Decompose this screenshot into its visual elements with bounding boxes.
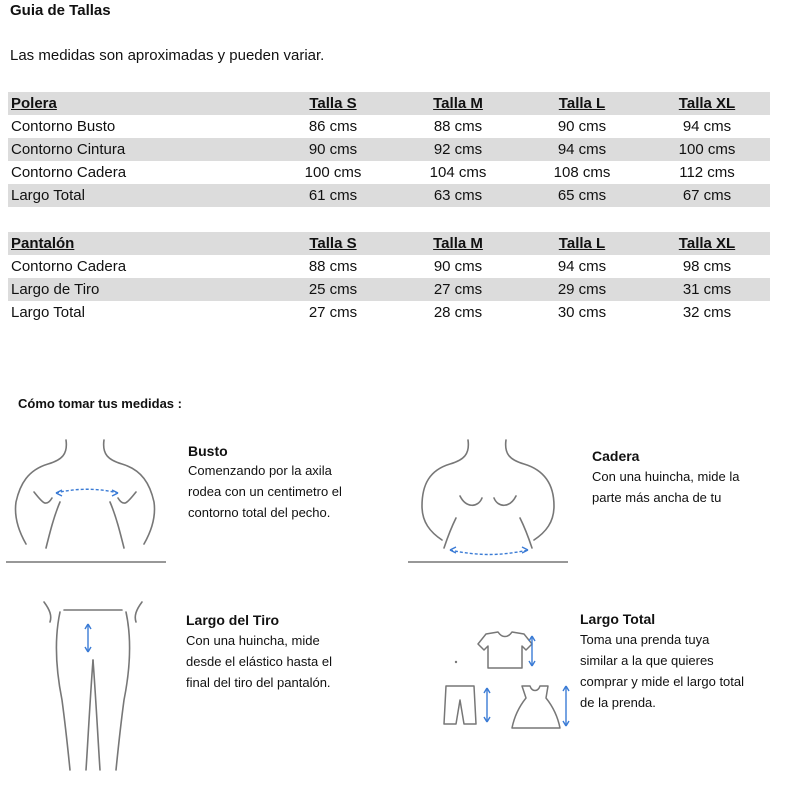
table-cell: Contorno Busto: [11, 118, 116, 135]
garment-length-icon: [442, 628, 572, 738]
table-cell: 90 cms: [308, 141, 358, 158]
table-cell: 90 cms: [433, 258, 483, 275]
table-row: [8, 115, 770, 138]
table-cell: Largo Total: [11, 187, 85, 204]
table-cell: Largo Total: [11, 304, 85, 321]
table-header-cell: Talla L: [558, 95, 606, 112]
table-cell: 86 cms: [308, 118, 358, 135]
table-header-cell: Talla XL: [678, 95, 736, 112]
table-cell: 65 cms: [557, 187, 607, 204]
table-cell: Contorno Cintura: [11, 141, 126, 158]
table-row: [8, 184, 770, 207]
table-cell: 27 cms: [308, 304, 358, 321]
table-row: [8, 255, 770, 278]
table-row: [8, 138, 770, 161]
table-cell: 28 cms: [433, 304, 483, 321]
table-cell: 108 cms: [553, 164, 611, 181]
page-title: Guia de Tallas: [10, 2, 111, 19]
table-cell: 88 cms: [308, 258, 358, 275]
table-cell: 98 cms: [682, 258, 732, 275]
rise-measure-icon: [38, 600, 148, 780]
table-cell: 94 cms: [682, 118, 732, 135]
table-header-cell: Talla L: [558, 235, 606, 252]
table-cell: Contorno Cadera: [11, 258, 127, 275]
table-cell: 92 cms: [433, 141, 483, 158]
table-cell: Contorno Cadera: [11, 164, 127, 181]
section-text-cadera: Con una huincha, mide la parte más ancha de tu: [592, 469, 740, 505]
section-title-largo-total: Largo Total: [580, 611, 656, 627]
table-header-cell: Talla M: [433, 95, 483, 112]
pantalon-size-table: [8, 232, 770, 324]
table-cell: 94 cms: [557, 141, 607, 158]
table-cell: 100 cms: [678, 141, 736, 158]
table-header-cell: Talla XL: [678, 235, 736, 252]
table-cell: 27 cms: [433, 281, 483, 298]
table-cell: 90 cms: [557, 118, 607, 135]
bust-measure-icon: [6, 436, 166, 566]
polera-size-table: [8, 92, 770, 207]
section-title-cadera: Cadera: [592, 448, 640, 464]
section-text-busto: Comenzando por la axila rodea con un centimetro el contorno total del pecho.: [188, 463, 342, 520]
table-cell: 25 cms: [308, 281, 358, 298]
table-row: [8, 301, 770, 324]
table-cell: 31 cms: [682, 281, 732, 298]
how-to-measure-heading: Cómo tomar tus medidas :: [18, 396, 182, 411]
table-cell: 88 cms: [433, 118, 483, 135]
table-cell: 30 cms: [557, 304, 607, 321]
section-title-busto: Busto: [188, 443, 228, 459]
table-cell: 104 cms: [429, 164, 487, 181]
section-text-largo-total: Toma una prenda tuya similar a la que quieres comprar y mide el largo total de la prenda.: [580, 632, 745, 710]
table-header-cell: Talla S: [309, 95, 357, 112]
table-cell: 32 cms: [682, 304, 732, 321]
table-cell: 63 cms: [433, 187, 483, 204]
table-header-row: [8, 232, 770, 255]
table-header-cell: Polera: [11, 95, 57, 112]
table-cell: 61 cms: [308, 187, 358, 204]
table-cell: 112 cms: [679, 164, 735, 181]
table-cell: 67 cms: [682, 187, 732, 204]
table-cell: Largo de Tiro: [11, 281, 100, 298]
table-cell: 100 cms: [304, 164, 362, 181]
table-header-cell: Talla S: [309, 235, 357, 252]
size-note: Las medidas son aproximadas y pueden variar.: [10, 47, 325, 64]
section-title-largo-tiro: Largo del Tiro: [186, 612, 280, 628]
hip-measure-icon: [408, 436, 568, 566]
table-header-cell: Pantalón: [11, 235, 75, 252]
table-header-cell: Talla M: [433, 235, 483, 252]
table-cell: 29 cms: [557, 281, 607, 298]
section-text-largo-tiro: Con una huincha, mide desde el elástico hasta el final del tiro del pantalón.: [186, 633, 332, 690]
table-header-row: [8, 92, 770, 115]
table-row: [8, 278, 770, 301]
table-row: [8, 161, 770, 184]
table-cell: 94 cms: [557, 258, 607, 275]
